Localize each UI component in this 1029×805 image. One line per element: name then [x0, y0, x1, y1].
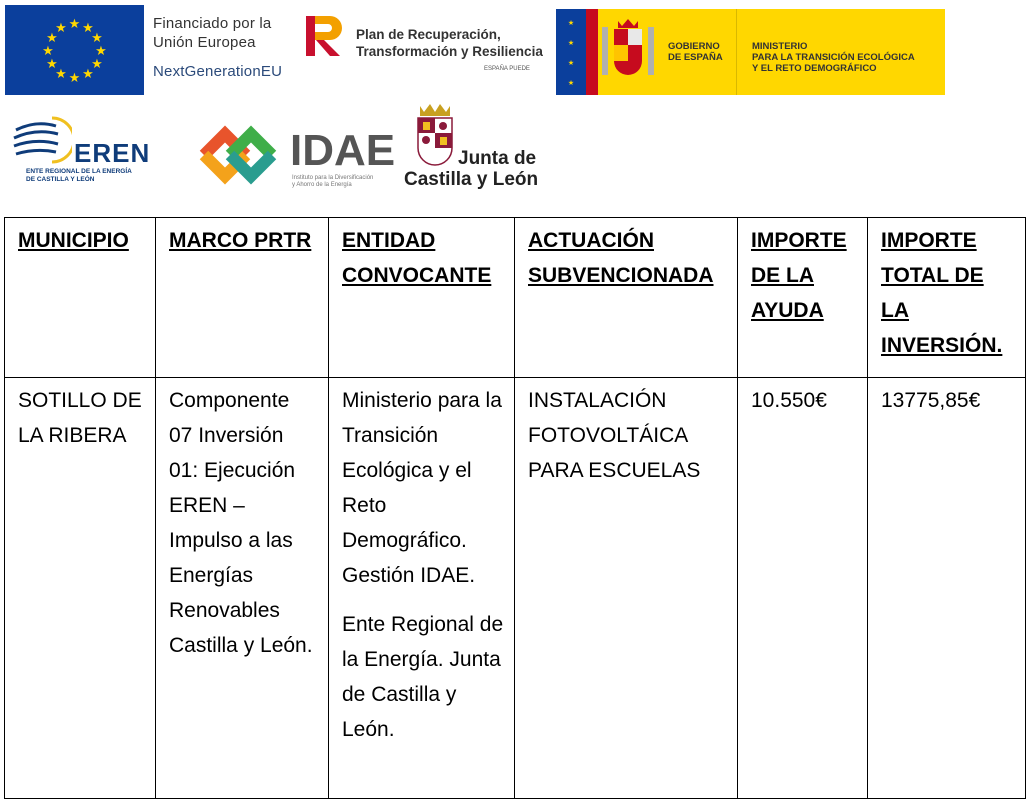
gobierno-espana-text — [668, 41, 723, 63]
spain-coat-of-arms-icon — [600, 17, 656, 87]
prtr-line2: Transformación y Resiliencia — [356, 44, 543, 59]
svg-text:★: ★ — [567, 59, 575, 67]
jcyl-line2: Castilla y León — [404, 169, 539, 190]
table-header-row — [5, 218, 1026, 378]
eu-stars-icon — [5, 5, 144, 95]
entidad-paragraph-2: Ente Regional de la Energía. Junta de Castilla y León. — [342, 613, 504, 741]
eren-sub-line2: DE CASTILLA Y LEÓN — [26, 176, 95, 183]
ministerio-line2: PARA LA TRANSICIÓN ECOLÓGICA — [752, 52, 915, 63]
header-municipio: MUNICIPIO — [5, 218, 156, 378]
entidad-paragraph-1: Ministerio para la Transición Ecológica y el Reto Demográfico. Gestión IDAE. — [342, 389, 502, 587]
cell-importe-total: 13775,85€ — [868, 378, 1026, 799]
svg-text:★: ★ — [95, 44, 107, 59]
gobierno-line2: DE ESPAÑA — [668, 52, 723, 63]
eu-stripe — [556, 9, 586, 95]
cell-municipio: SOTILLO DE LA RIBERA — [5, 378, 156, 799]
eren-logo-icon — [12, 112, 72, 168]
eu-line2: Unión Europea — [153, 34, 256, 51]
cell-actuacion: INSTALACIÓN FOTOVOLTÁICA PARA ESCUELAS — [515, 378, 738, 799]
svg-text:★: ★ — [82, 21, 94, 36]
jcyl-wordmark — [404, 148, 538, 190]
gobierno-line1: GOBIERNO — [668, 41, 720, 52]
cell-importe-ayuda: 10.550€ — [738, 378, 868, 799]
jcyl-line1: Junta de — [458, 148, 537, 169]
svg-text:★: ★ — [46, 31, 58, 46]
eu-funding-text — [153, 14, 298, 81]
eu-line1: Financiado por la — [153, 15, 272, 32]
eren-sub-line1: ENTE REGIONAL DE LA ENERGÍA — [26, 168, 132, 175]
prtr-text — [356, 26, 556, 60]
gobierno-divider — [736, 9, 737, 95]
ministerio-line3: Y EL RETO DEMOGRÁFICO — [752, 63, 877, 74]
gobierno-espana-banner — [556, 9, 945, 95]
svg-text:★: ★ — [567, 39, 575, 47]
svg-text:★: ★ — [567, 79, 575, 87]
header-entidad-convocante: ENTIDAD CONVOCANTE — [329, 218, 515, 378]
table-row — [5, 378, 1026, 799]
svg-text:★: ★ — [567, 19, 575, 27]
idae-sub-line1: Instituto para la Diversificación — [292, 175, 374, 181]
prtr-logo-icon — [300, 12, 348, 60]
header-marco-prtr: MARCO PRTR — [156, 218, 329, 378]
espana-puede-text: ESPAÑA PUEDE — [484, 66, 530, 72]
svg-text:★: ★ — [46, 57, 58, 72]
svg-text:★: ★ — [82, 67, 94, 82]
svg-text:★: ★ — [68, 71, 81, 86]
eu-flag-logo — [5, 5, 144, 95]
svg-text:★: ★ — [55, 21, 67, 36]
eren-wordmark: EREN — [74, 138, 151, 168]
ministerio-line1: MINISTERIO — [752, 41, 808, 52]
next-generation-eu: NextGenerationEU — [153, 63, 283, 80]
eren-subtitle — [26, 168, 176, 184]
idae-logo-icon — [192, 122, 284, 188]
spain-flag-stripe — [586, 9, 598, 95]
eu-mini-stars-icon — [556, 9, 586, 95]
svg-text:★: ★ — [91, 31, 103, 46]
header-importe-total: IMPORTE TOTAL DE LA INVERSIÓN. — [868, 218, 1026, 378]
header-actuacion-subvencionada: ACTUACIÓN SUBVENCIONADA — [515, 218, 738, 378]
prtr-line1: Plan de Recuperación, — [356, 27, 501, 42]
cell-marco-prtr: Componente 07 Inversión 01: Ejecución EREN – Impulso a las Energías Renovables Castilla y León. — [156, 378, 329, 799]
header-importe-ayuda: IMPORTE DE LA AYUDA — [738, 218, 868, 378]
svg-text:★: ★ — [68, 17, 81, 32]
idae-wordmark: IDAE — [290, 126, 396, 175]
subsidy-table — [4, 217, 1026, 799]
svg-text:★: ★ — [55, 67, 67, 82]
cell-entidad-convocante — [329, 378, 515, 799]
idae-sub-line2: y Ahorro de la Energía — [292, 182, 352, 188]
svg-text:★: ★ — [91, 57, 103, 72]
svg-text:★: ★ — [42, 44, 54, 59]
idae-subtitle — [292, 175, 392, 189]
ministerio-text — [752, 41, 942, 74]
